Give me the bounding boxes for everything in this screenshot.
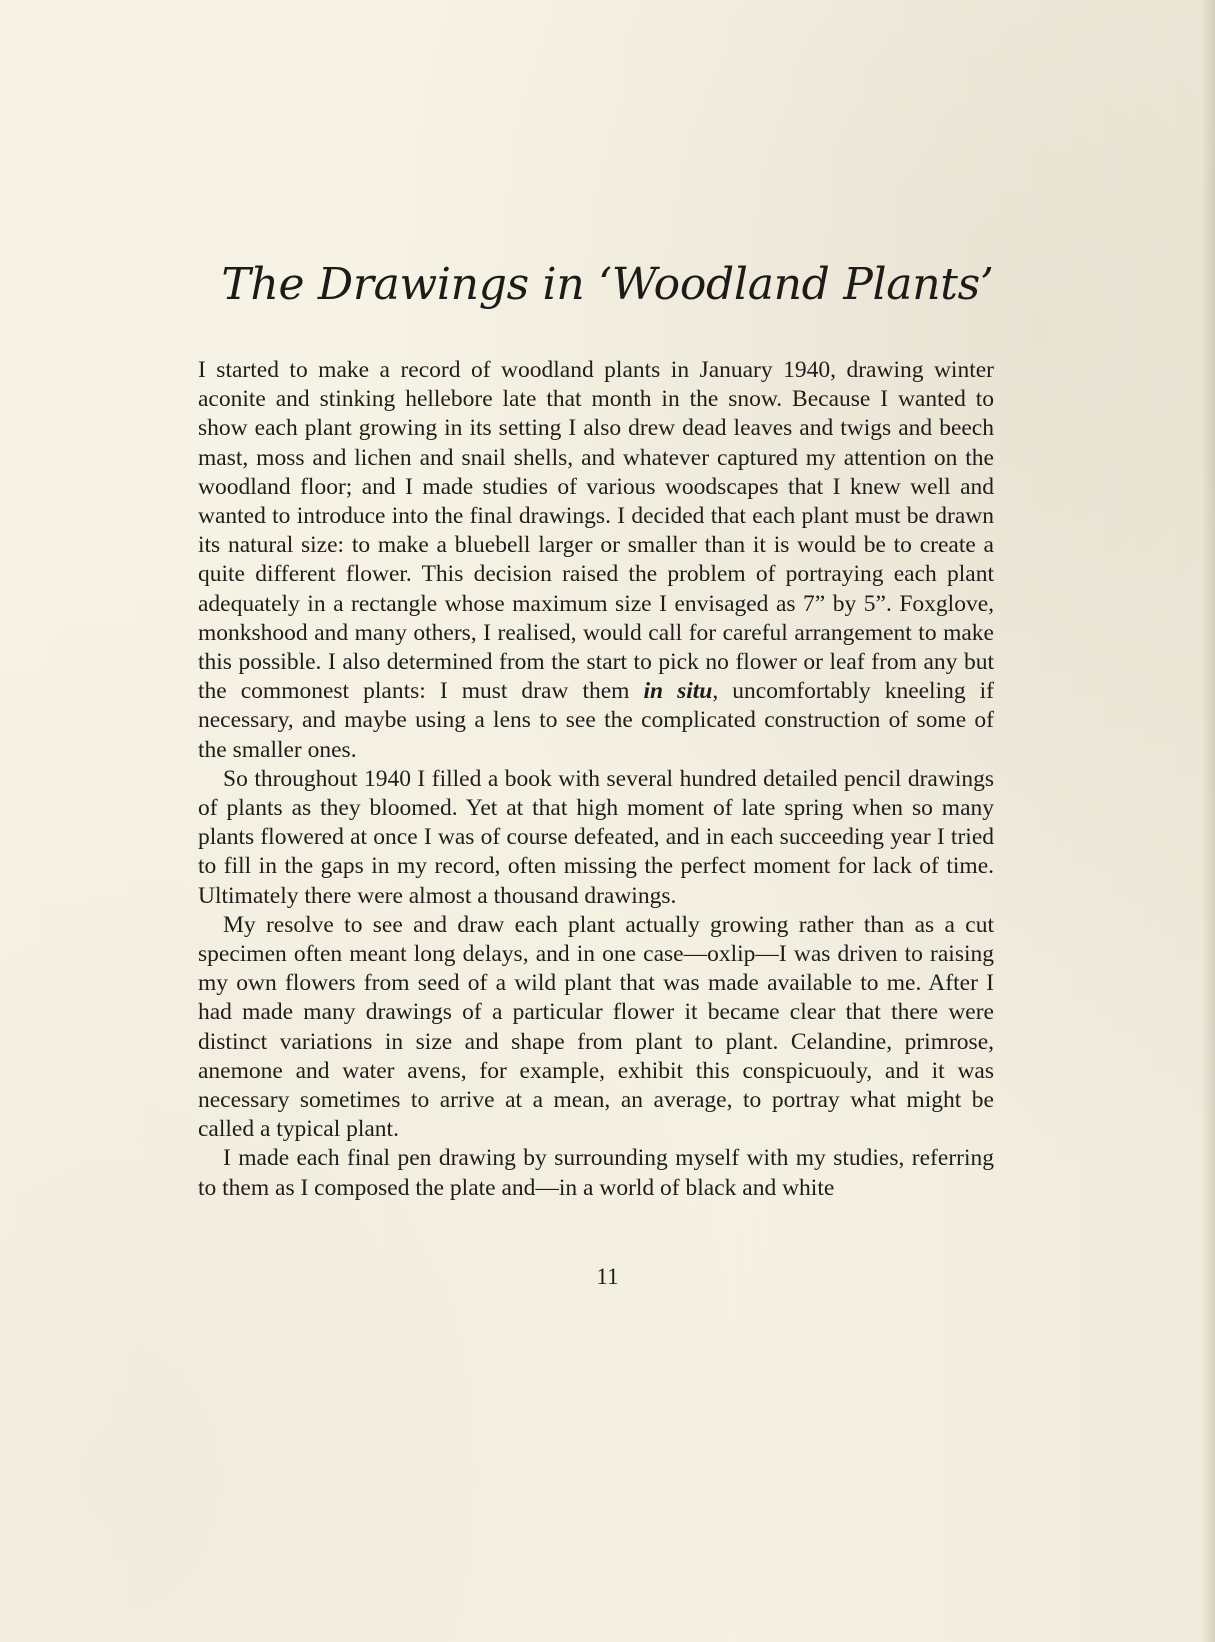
paragraph-4: I made each final pen drawing by surrounding myself with my studies, referring to them as I composed the plate and—in a world of black and white bbox=[198, 1145, 994, 1201]
paragraph-1-italic-phrase: in situ bbox=[643, 678, 713, 705]
paragraph-1-text-end: , uncomfortably kneeling if necessary, and maybe using a lens to see the complicated construction of some of the smaller ones. bbox=[198, 678, 994, 763]
paragraph-3: My resolve to see and draw each plant actually growing rather than as a cut specimen often meant long delays, and in one case—oxlip—I was driven to raising my own flowers from seed of a wild plant that was made available to me. After I had made many drawings of a particular flower it became clear that there were distinct variations in size and shape from plant to plant. Celandine, primrose, anemone and water avens, for example, exhibit this conspicuouly, and it was necessary sometimes to arrive at a mean, an average, to portray what might be called a typical plant. bbox=[198, 911, 994, 1143]
paragraph-1 bbox=[198, 356, 994, 765]
paragraph-2: So throughout 1940 I filled a book with several hundred detailed pencil drawings of plants as they bloomed. Yet at that high moment of late spring when so many plants flowered at once I was of course defeated, and in each succeeding year I tried to fill in the gaps in my record, often missing the perfect moment for lack of time. Ultimately there were almost a thousand drawings. bbox=[198, 765, 994, 909]
page-edge-shadow bbox=[1201, 0, 1215, 1642]
page-number: 11 bbox=[596, 1264, 619, 1289]
page-title: The Drawings in ‘Woodland Plants’ bbox=[221, 259, 994, 310]
body-text bbox=[198, 356, 994, 1203]
paragraph-1-text-start: I started to make a record of woodland plants in January 1940, drawing winter aconite and stinking hellebore late that month in the snow. Because I wanted to show each plant growing in its setting I also drew dead leaves and twigs and beech mast, moss and lichen and snail shells, and whatever captured my attention on the woodland floor; and I made studies of various woodscapes that I knew well and wanted to introduce into the final drawings. I decided that each plant must be drawn its natural size: to make a bluebell larger or smaller than it is would be to create a quite different flower. This decision raised the problem of portraying each plant adequately in a rectangle whose maximum size I envisaged as 7” by 5”. Foxglove, monkshood and many others, I realised, would call for careful arrangement to make this possible. I also determined from the start to pick no flower or leaf from any but the commonest plants: I must draw them bbox=[198, 357, 994, 705]
